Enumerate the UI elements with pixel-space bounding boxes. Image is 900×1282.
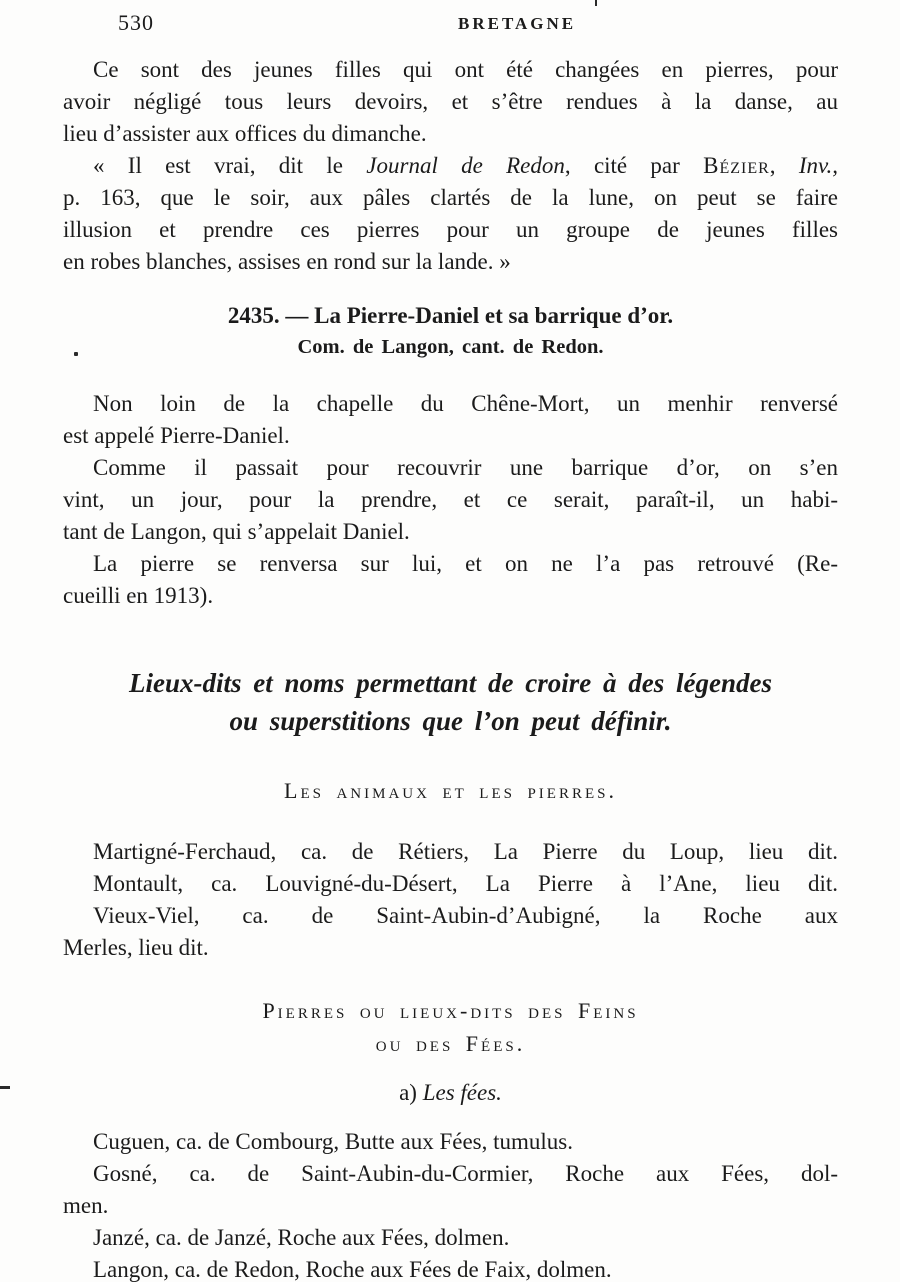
running-title: BRETAGNE xyxy=(458,14,577,33)
text-line xyxy=(63,994,838,1027)
page-header xyxy=(63,8,838,54)
text-segment: Janzé, ca. de Janzé, Roche aux Fées, dolmen. xyxy=(93,1225,510,1250)
smallcaps-name: Bézier xyxy=(703,153,770,178)
text-segment: , cité par xyxy=(564,153,704,178)
scan-mark-dash xyxy=(0,1086,10,1089)
text-line xyxy=(63,836,838,868)
text-line xyxy=(63,118,838,150)
text-segment: Vieux-Viel, ca. de Saint-Aubin-d’Aubigné, la Roche aux xyxy=(93,903,838,928)
text-line xyxy=(63,1222,838,1254)
text-line xyxy=(63,1254,838,1282)
list-entry xyxy=(63,900,838,964)
text-segment: Com. de Langon, cant. de Redon. xyxy=(297,336,604,358)
text-segment: Merles, lieu dit. xyxy=(63,935,209,960)
paragraph-barrique xyxy=(63,452,838,548)
text-line xyxy=(63,1078,838,1108)
text-line xyxy=(63,868,838,900)
text-segment: 2435. — La Pierre-Daniel et sa barrique d’or. xyxy=(227,303,674,328)
text-segment: lieu d’assister aux offices du dimanche. xyxy=(63,121,427,146)
text-line xyxy=(63,580,838,612)
text-line xyxy=(63,246,838,278)
text-segment: « Il est vrai, dit le xyxy=(93,153,367,178)
text-line xyxy=(63,516,838,548)
text-line xyxy=(63,1027,838,1060)
text-line xyxy=(63,452,838,484)
text-line xyxy=(63,1126,838,1158)
text-segment: Gosné, ca. de Saint-Aubin-du-Cormier, Roche aux Fées, dol- xyxy=(93,1161,838,1186)
text-line xyxy=(63,86,838,118)
text-segment: , xyxy=(769,153,799,178)
text-line xyxy=(63,548,838,580)
text-segment: vint, un jour, pour la prendre, et ce serait, paraît-il, un habi- xyxy=(63,487,838,512)
list-entry xyxy=(63,868,838,900)
text-line xyxy=(63,300,838,332)
italic-text: Les fées. xyxy=(422,1080,502,1105)
list-item-heading-fees xyxy=(63,1078,838,1108)
text-segment: Pierres ou lieux-dits des Feins xyxy=(262,998,639,1023)
text-segment: Lieux-dits et noms permettant de croire à des légendes xyxy=(129,668,772,698)
list-entry xyxy=(63,1222,838,1254)
text-segment: men. xyxy=(63,1193,109,1218)
text-line xyxy=(63,1190,838,1222)
italic-text: Journal de Redon xyxy=(366,153,565,178)
list-entry xyxy=(63,1254,838,1282)
text-line xyxy=(63,388,838,420)
text-line xyxy=(63,1158,838,1190)
list-entry xyxy=(63,1158,838,1222)
text-line xyxy=(63,702,838,740)
text-segment: en robes blanches, assises en rond sur la lande. » xyxy=(63,249,511,274)
text-line xyxy=(63,332,838,362)
text-line xyxy=(63,900,838,932)
page-content xyxy=(63,54,838,1282)
text-segment: Martigné-Ferchaud, ca. de Rétiers, La Pierre du Loup, lieu dit. xyxy=(93,839,838,864)
text-segment: avoir négligé tous leurs devoirs, et s’être rendues à la danse, au xyxy=(63,89,838,114)
text-line xyxy=(63,484,838,516)
paragraph-menhir xyxy=(63,388,838,452)
text-segment: p. 163, que le soir, aux pâles clartés de la lune, on peut se faire xyxy=(63,185,838,210)
text-segment: Non loin de la chapelle du Chêne-Mort, un menhir renversé xyxy=(93,391,838,416)
page-number: 530 xyxy=(118,10,154,35)
text-segment: Cuguen, ca. de Combourg, Butte aux Fées, tumulus. xyxy=(93,1129,573,1154)
text-segment: a) xyxy=(399,1080,423,1105)
list-entry xyxy=(63,1126,838,1158)
text-line xyxy=(63,420,838,452)
entry-location-heading xyxy=(63,332,838,362)
text-segment: Ce sont des jeunes filles qui ont été changées en pierres, pour xyxy=(93,57,838,82)
text-line xyxy=(63,214,838,246)
text-line xyxy=(63,664,838,702)
subsection-heading-feins xyxy=(63,994,838,1060)
section-title xyxy=(63,664,838,740)
text-segment: illusion et prendre ces pierres pour un groupe de jeunes filles xyxy=(63,217,838,242)
paragraph-intro xyxy=(63,54,838,150)
text-segment: tant de Langon, qui s’appelait Daniel. xyxy=(63,519,410,544)
text-line xyxy=(63,776,838,806)
entry-number-heading xyxy=(63,300,838,332)
text-segment: est appelé Pierre-Daniel. xyxy=(63,423,290,448)
text-segment: Montault, ca. Louvigné-du-Désert, La Pierre à l’Ane, lieu dit. xyxy=(93,871,838,896)
scan-speck-dot xyxy=(74,352,78,356)
text-segment: Les animaux et les pierres. xyxy=(284,778,617,803)
subsection-heading-animaux xyxy=(63,776,838,806)
text-segment: Langon, ca. de Redon, Roche aux Fées de Faix, dolmen. xyxy=(93,1257,612,1282)
text-segment: Comme il passait pour recouvrir une barrique d’or, on s’en xyxy=(93,455,838,480)
text-segment: ou superstitions que l’on peut définir. xyxy=(229,706,672,736)
text-line xyxy=(63,54,838,86)
paragraph-quote xyxy=(63,150,838,278)
list-entry xyxy=(63,836,838,868)
text-segment: cueilli en 1913). xyxy=(63,583,214,608)
text-segment: La pierre se renversa sur lui, et on ne l’a pas retrouvé (Re- xyxy=(93,551,838,576)
text-line xyxy=(63,182,838,214)
text-segment: ou des Fées. xyxy=(375,1031,526,1056)
paragraph-renversa xyxy=(63,548,838,612)
text-line xyxy=(63,932,838,964)
scan-mark-tick xyxy=(595,0,597,6)
italic-text: Inv., xyxy=(798,153,838,178)
text-line xyxy=(63,150,838,182)
